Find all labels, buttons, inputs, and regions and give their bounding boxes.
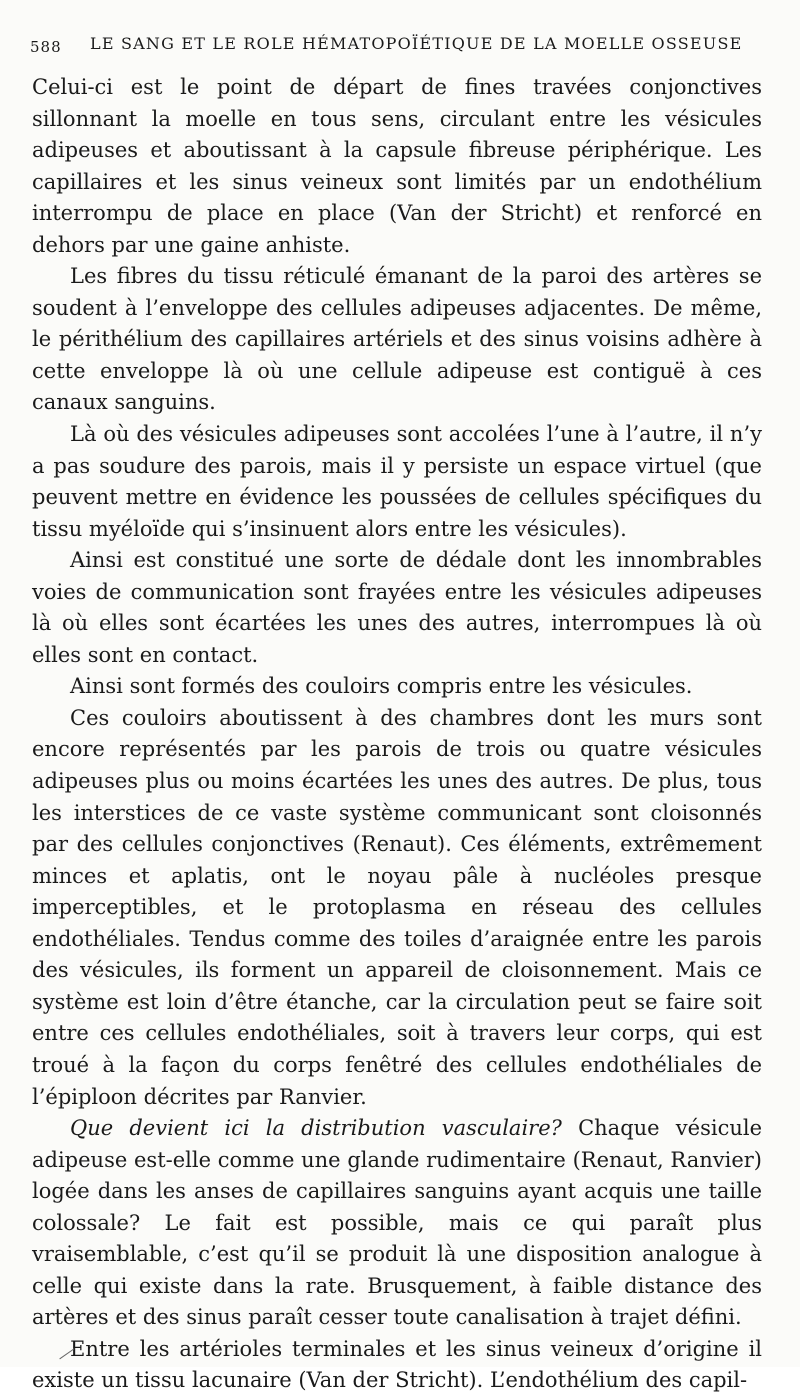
- page-header: [30, 30, 770, 60]
- paragraph: Là où des vésicules adipeuses sont accolées l’une à l’autre, il n’y a pas soudure des parois, mais il y persiste un espace virtuel (que peuvent mettre en évidence les poussées de cellules spécifiques du tissu myéloïde qui s’insinuent alors entre les vésicules).: [32, 422, 762, 541]
- paragraph: Les fibres du tissu réticulé émanant de la paroi des artères se soudent à l’enveloppe des cellules adipeuses adjacentes. De même, le périthélium des capillaires artériels et des sinus voisins adhère à cette enveloppe là où une cellule adipeuse est contiguë à ces canaux sanguins.: [32, 264, 762, 415]
- italic-question: Que devient ici la distribution vasculaire?: [70, 1116, 562, 1141]
- paragraph: Ces couloirs aboutissent à des chambres dont les murs sont encore représentés par les parois de trois ou quatre vésicules adipeuses plus ou moins écartées les unes des autres. De plus, tous les interstices de ce vaste système communicant sont cloisonnés par des cellules conjonctives (Renaut). Ces éléments, extrêmement minces et aplatis, ont le noyau pâle à nucléoles presque imperceptibles, et le protoplasma en réseau des cellules endothéliales. Tendus comme des toiles d’araignée entre les parois des vésicules, ils forment un appareil de cloisonnement. Mais ce système est loin d’être étanche, car la circulation peut se faire soit entre ces cellules endothéliales, soit à travers leur corps, qui est troué à la façon du corps fenêtré des cellules endothéliales de l’épiploon décrites par Ranvier.: [32, 705, 762, 1109]
- paragraph-continuation: Chaque vésicule adipeuse est-elle comme une glande rudimentaire (Renaut, Ranvier) logée dans les anses de capillaires sanguins ayant acquis une taille colossale? Le fait est possible, mais ce qui paraît plus vraisemblable, c’est qu’il se produit là une disposition analogue à celle qui existe dans la rate. Brusquement, à faible distance des artères et des sinus paraît cesser toute canalisation à trajet défini.: [32, 1116, 762, 1330]
- paragraph: Entre les artérioles terminales et les sinus veineux d’origine il existe un tissu lacunaire (Van der Stricht). L’endothélium des capil-: [32, 1336, 762, 1393]
- paragraph: Celui-ci est le point de départ de fines travées conjonctives sillonnant la moelle en tous sens, circulant entre les vésicules adipeuses et aboutissant à la capsule fibreuse périphérique. Les capillaires et les sinus veineux sont limités par un endothélium interrompu de place en place (Van der Stricht) et renforcé en dehors par une gaine anhiste.: [32, 75, 762, 257]
- running-title: LE SANG ET LE ROLE HÉMATOPOÏÉTIQUE DE LA MOELLE OSSEUSE: [90, 34, 743, 53]
- paragraph: Ainsi sont formés des couloirs compris entre les vésicules.: [70, 674, 693, 699]
- paragraph: [32, 1113, 762, 1334]
- page-number: 588: [30, 38, 62, 56]
- paragraph: Ainsi est constitué une sorte de dédale dont les innombrables voies de communication sont frayées entre les vésicules adipeuses là où elles sont écartées les unes des autres, interrompues là où elles sont en contact.: [32, 548, 762, 667]
- body-text: [32, 72, 762, 1397]
